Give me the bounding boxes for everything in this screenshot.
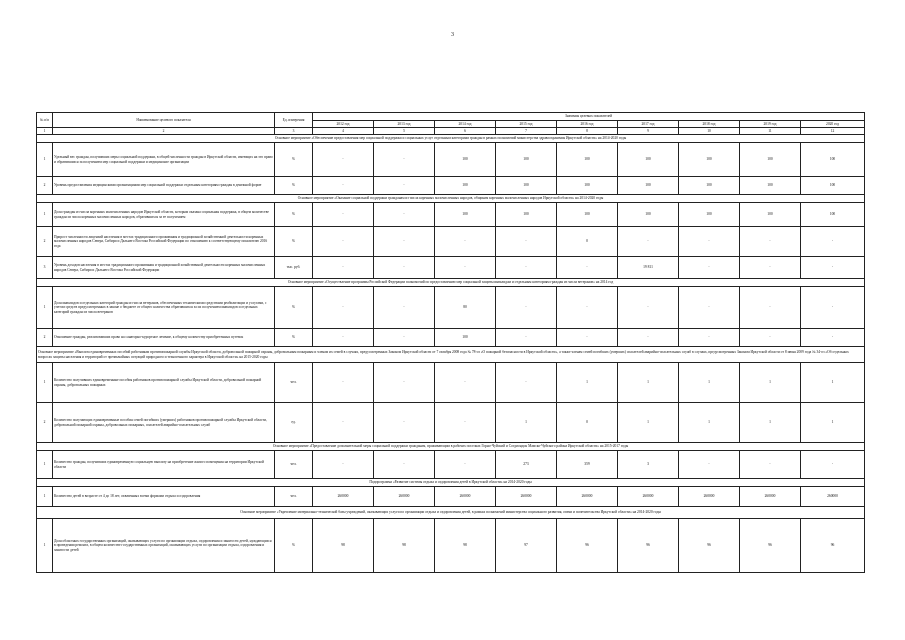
indicator-row (37, 451, 865, 479)
indicator-value: - (557, 329, 618, 347)
row-number: 2 (37, 329, 53, 347)
indicator-name: Количество детей в возрасте от 4 до 18 лет, охваченных всеми формами отдыха и оздоровления (53, 487, 275, 507)
indicator-value: - (374, 403, 435, 443)
indicator-value: - (435, 403, 496, 443)
header-unit: Ед. измерения (275, 113, 313, 128)
indicator-unit: чел. (275, 487, 313, 507)
indicator-value: - (435, 451, 496, 479)
indicator-value: 100 (557, 203, 618, 227)
indicator-unit: % (275, 203, 313, 227)
row-number: 1 (37, 363, 53, 403)
indicator-value: - (679, 329, 740, 347)
header-name: Наименование целевого показателя (53, 113, 275, 128)
indicator-value: 1 (740, 403, 801, 443)
indicator-name: Отношение граждан, реализовавших право на санаторно-курортное лечение, к общему количеству приобретенных путевок (53, 329, 275, 347)
section-title: Основное мероприятие «Укрепление материально-технической базы учреждений, оказывающих услуги по организации отдыха и оздоровления детей, в рамках полномочий министерства социального развития, опеки и попечительства Иркутской области» на 2014-2020 годы (37, 507, 865, 519)
indicator-value: - (313, 227, 374, 257)
indicator-value: 260000 (740, 487, 801, 507)
indicator-value: - (496, 363, 557, 403)
indicator-unit: % (275, 143, 313, 177)
indicator-value: 100 (435, 203, 496, 227)
indicator-row (37, 287, 865, 329)
indicator-value: - (313, 203, 374, 227)
indicator-value: 1 (801, 403, 865, 443)
indicator-value: - (374, 143, 435, 177)
indicator-row (37, 487, 865, 507)
indicator-value: - (618, 329, 679, 347)
indicator-value: 260000 (374, 487, 435, 507)
indicator-value: - (435, 363, 496, 403)
indicator-value: - (313, 287, 374, 329)
indicator-value: - (801, 257, 865, 279)
indicator-value: - (435, 257, 496, 279)
indicator-value: 1 (801, 363, 865, 403)
indicator-value: 273 (496, 451, 557, 479)
page-number: 3 (451, 32, 454, 38)
section-title: Основное мероприятие «Осуществление программы Российской Федерации полномочий по предоставлению мер социальной защиты инвалидам и отдельным категориям граждан из числа ветеранов» на 2014 год (37, 279, 865, 287)
indicator-value: 1 (618, 403, 679, 443)
header-year: 2013 год (374, 121, 435, 128)
header-year: 2016 год (557, 121, 618, 128)
indicator-name: Уровень доходов населения в местах традиционного проживания и традиционной хозяйственной деятельности коренных малочисленных народов Севера, Сибири и Дальнего Востока Российской Федерации (53, 257, 275, 279)
indicator-value: 100 (496, 203, 557, 227)
indicator-value: - (679, 287, 740, 329)
indicator-value: - (313, 403, 374, 443)
indicator-value: - (374, 257, 435, 279)
indicator-value: - (740, 329, 801, 347)
header-num: № п/п (37, 113, 53, 128)
indicator-value: 100 (740, 203, 801, 227)
column-number: 11 (740, 128, 801, 135)
indicator-value: 100 (435, 329, 496, 347)
indicator-value: 96 (740, 519, 801, 573)
column-number: 6 (435, 128, 496, 135)
indicator-value: - (618, 287, 679, 329)
indicator-value: - (374, 287, 435, 329)
indicator-value: - (313, 143, 374, 177)
indicator-unit: тыс. руб. (275, 257, 313, 279)
section-row (37, 135, 865, 143)
column-number: 12 (801, 128, 865, 135)
column-number: 8 (557, 128, 618, 135)
indicator-value: 260000 (435, 487, 496, 507)
indicator-value: - (374, 329, 435, 347)
indicator-value: - (740, 257, 801, 279)
indicator-value: - (740, 451, 801, 479)
indicator-name: Удельный вес граждан, получивших меры социальной поддержки, в общей численности граждан в Иркутской области, имеющих на это право и обратившихся за получением мер социальной поддержки и медицинские организации (53, 143, 275, 177)
row-number: 1 (37, 143, 53, 177)
row-number: 1 (37, 451, 53, 479)
indicator-value: 100 (618, 143, 679, 177)
indicator-value: - (496, 329, 557, 347)
indicator-value: 100 (801, 203, 865, 227)
indicator-name: Количество граждан, получивших единовременную социальную выплату на приобретение жилого помещения на территории Иркутской области (53, 451, 275, 479)
indicator-value: - (313, 329, 374, 347)
row-number: 1 (37, 203, 53, 227)
indicator-value: - (801, 329, 865, 347)
indicator-value: - (618, 227, 679, 257)
indicator-value: - (496, 257, 557, 279)
header-year: 2014 год (435, 121, 496, 128)
column-number: 10 (679, 128, 740, 135)
indicator-value: - (496, 227, 557, 257)
indicator-name: Количество получивших единовременные пособия работников противопожарной службы Иркутской области, добровольной пожарной охраны, добровольных пожарных (53, 363, 275, 403)
indicator-value: 260000 (801, 487, 865, 507)
indicator-value: - (801, 287, 865, 329)
indicator-value: 100 (679, 203, 740, 227)
indicator-unit: чел. (275, 451, 313, 479)
column-number: 5 (374, 128, 435, 135)
section-title: Основное мероприятие «Обеспечение предоставления мер социальной поддержки и социальных услуг отдельным категориям граждан в рамках полномочий министерства здравоохранения Иркутской области» на 2014-2020 годы (37, 135, 865, 143)
indicator-value: 96 (618, 519, 679, 573)
indicator-value: 260000 (618, 487, 679, 507)
indicator-value: 0 (557, 227, 618, 257)
indicator-value: 100 (618, 177, 679, 195)
indicator-row (37, 363, 865, 403)
indicator-unit: % (275, 287, 313, 329)
section-title: Основное мероприятие «Выплата единовременных пособий работникам противопожарной службы Иркутской области, добровольной пожарной охраны, добровольным пожарным и членам их семей в случаях, предусмотренных Законом Иркутской области от 7 октября 2008 года № 78-оз «О пожарной безопасности в Иркутской области», а также членам семей погибших (умерших) спасателей аварийно-спасательных служб в случаях, предусмотренных Законом Иркутской области от 8 июня 2009 года № 34-оз «Об отдельных вопросах защиты населения и территорий от чрезвычайных ситуаций природного и техногенного характера в Иркутской области» на 2015-2020 годы (37, 347, 865, 363)
indicator-value: 80 (435, 287, 496, 329)
row-number: 1 (37, 287, 53, 329)
indicator-value: 98 (374, 519, 435, 573)
indicator-row (37, 257, 865, 279)
indicator-value: 100 (679, 143, 740, 177)
indicator-value: - (679, 227, 740, 257)
column-number: 1 (37, 128, 53, 135)
indicator-name: Количество получающих единовременные пособия семей погибших (умерших) работников противопожарной службы Иркутской области, добровольной пожарной охраны, добровольных пожарных, спасателей аварийно-спасательных служб (53, 403, 275, 443)
indicator-unit: % (275, 519, 313, 573)
row-number: 1 (37, 487, 53, 507)
indicator-value: 359 (557, 451, 618, 479)
indicator-value: - (801, 451, 865, 479)
indicator-value: - (374, 363, 435, 403)
header-year: 2017 год (618, 121, 679, 128)
indicator-value: 100 (496, 143, 557, 177)
indicator-unit: ед. (275, 403, 313, 443)
indicator-name: Доля граждан из числа коренных малочисленных народов Иркутской области, которым оказана социальная поддержка, в общем количестве граждан из числа коренных малочисленных народов, обратившихся за ее получением (53, 203, 275, 227)
row-number: 1 (37, 519, 53, 573)
indicator-name: Уровень предоставления медицинскими организациями мер социальной поддержки отдельным категориям граждан в денежной форме (53, 177, 275, 195)
indicator-value: - (801, 227, 865, 257)
section-row (37, 479, 865, 487)
row-number: 3 (37, 257, 53, 279)
indicator-value: 100 (557, 177, 618, 195)
indicator-row (37, 329, 865, 347)
indicator-value: 1 (679, 403, 740, 443)
indicator-value: - (557, 257, 618, 279)
indicator-value: 100 (740, 177, 801, 195)
indicator-value: 100 (496, 177, 557, 195)
indicator-value: 96 (557, 519, 618, 573)
indicator-value: 96 (801, 519, 865, 573)
indicator-value: - (374, 203, 435, 227)
indicators-table (36, 112, 865, 573)
indicator-row (37, 227, 865, 257)
header-year: 2019 год (740, 121, 801, 128)
indicator-value: - (679, 451, 740, 479)
column-number-row (37, 128, 865, 135)
indicator-value: - (313, 451, 374, 479)
indicator-value: 1 (679, 363, 740, 403)
indicator-value: 1 (740, 363, 801, 403)
indicator-value: - (740, 287, 801, 329)
header-year: 2018 год (679, 121, 740, 128)
column-number: 3 (275, 128, 313, 135)
row-number: 2 (37, 403, 53, 443)
indicator-value: - (679, 257, 740, 279)
indicator-value: 100 (740, 143, 801, 177)
indicator-value: 100 (557, 143, 618, 177)
indicator-value: 98 (313, 519, 374, 573)
section-row (37, 279, 865, 287)
row-number: 2 (37, 227, 53, 257)
indicator-value: - (435, 227, 496, 257)
row-number: 2 (37, 177, 53, 195)
indicator-value: 100 (679, 177, 740, 195)
indicator-value: 100 (435, 143, 496, 177)
indicator-value: - (374, 177, 435, 195)
indicator-value: 260000 (679, 487, 740, 507)
indicator-value: 96 (679, 519, 740, 573)
header-values-group: Значения целевых показателей (313, 113, 865, 121)
indicator-name: Доля областных государственных организаций, оказывающих услуги по организации отдыха, оздоровления и занятости детей, нуждающихся в проведении ремонта, в общем количестве государственных организаций, оказывающих услуги по организации отдыха, оздоровления и занятости детей (53, 519, 275, 573)
indicator-value: 97 (496, 519, 557, 573)
indicator-value: 100 (435, 177, 496, 195)
indicator-value: - (557, 287, 618, 329)
column-number: 2 (53, 128, 275, 135)
indicator-value: - (374, 451, 435, 479)
indicator-name: Прирост численности лицензий населения в местах традиционного проживания и традиционной хозяйственной деятельности коренных малочисленных народов Севера, Сибири и Дальнего Востока Российской Федерации по отношению к соответствующему показателю 2016 года (53, 227, 275, 257)
column-number: 4 (313, 128, 374, 135)
indicator-value: 19 811 (618, 257, 679, 279)
indicator-unit: % (275, 177, 313, 195)
section-title: Основное мероприятие «Предоставление дополнительной меры социальной поддержки гражданам, проживающим в рабочих поселках Горно-Чуйский и Согдиондон Мамско-Чуйского района Иркутской области» на 2015-2017 годы (37, 443, 865, 451)
section-row (37, 195, 865, 203)
indicator-value: 1 (618, 363, 679, 403)
indicator-value: 1 (557, 363, 618, 403)
indicator-unit: чел. (275, 363, 313, 403)
indicator-unit: % (275, 329, 313, 347)
section-title: Подпрограмма «Развитие системы отдыха и оздоровления детей в Иркутской области» на 2014-2020 годы (37, 479, 865, 487)
indicator-value: 100 (801, 177, 865, 195)
header-row-1 (37, 113, 865, 121)
indicator-value: - (313, 257, 374, 279)
column-number: 7 (496, 128, 557, 135)
indicator-value: 1 (496, 403, 557, 443)
indicator-value: 3 (618, 451, 679, 479)
section-row (37, 443, 865, 451)
indicator-value: 98 (435, 519, 496, 573)
indicator-value: 100 (801, 143, 865, 177)
indicator-value: 0 (557, 403, 618, 443)
indicator-value: - (374, 227, 435, 257)
indicator-row (37, 203, 865, 227)
section-row (37, 347, 865, 363)
header-year: 2020 год (801, 121, 865, 128)
indicator-unit: % (275, 227, 313, 257)
indicator-value: - (313, 363, 374, 403)
section-title: Основное мероприятие «Оказание социальной поддержки гражданам из числа коренных малочисленных народов, общинам коренных малочисленных народов Иркутской области» на 2014-2020 годы (37, 195, 865, 203)
indicator-row (37, 143, 865, 177)
header-year: 2015 год (496, 121, 557, 128)
indicator-value: 260000 (313, 487, 374, 507)
indicator-value: - (740, 227, 801, 257)
indicator-row (37, 177, 865, 195)
section-row (37, 507, 865, 519)
indicator-value: 100 (618, 203, 679, 227)
indicator-value: 260000 (496, 487, 557, 507)
column-number: 9 (618, 128, 679, 135)
indicator-value: 260000 (557, 487, 618, 507)
header-year: 2012 год (313, 121, 374, 128)
indicator-row (37, 403, 865, 443)
indicator-value: - (496, 287, 557, 329)
indicator-name: Доля инвалидов и отдельных категорий граждан из числа ветеранов, обеспеченных техническими средствами реабилитации и услугами, с учетом средств предусмотренных в законе о бюджете от общего количества обратившихся за их получением инвалидов и отдельных категорий граждан из числа ветеранов (53, 287, 275, 329)
indicator-value: - (313, 177, 374, 195)
indicator-row (37, 519, 865, 573)
